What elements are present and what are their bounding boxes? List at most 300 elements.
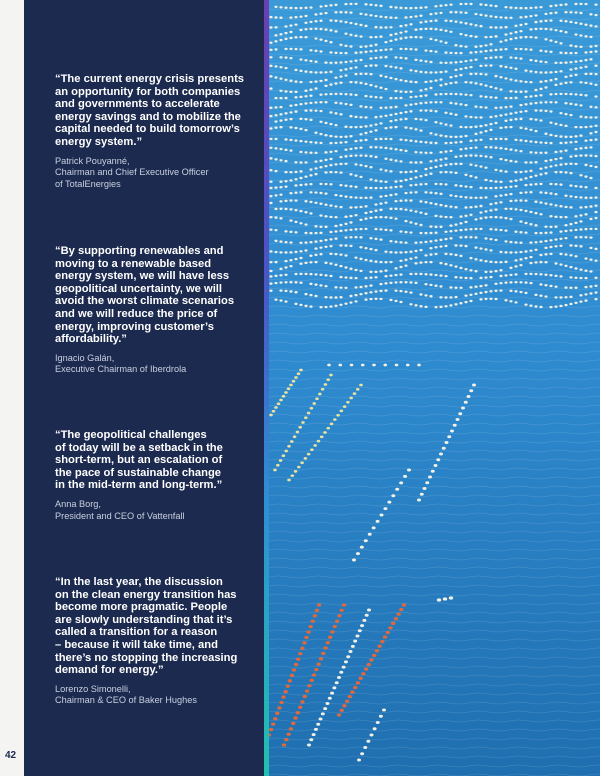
buoy [384, 41, 387, 43]
buoy [384, 229, 387, 231]
buoy [424, 88, 427, 90]
buoy [374, 57, 377, 59]
buoy [484, 50, 487, 52]
buoy [274, 298, 277, 300]
buoy [284, 185, 287, 187]
buoy [464, 93, 467, 95]
buoy [399, 67, 402, 69]
buoy [584, 186, 587, 188]
buoy [309, 6, 312, 8]
buoy [454, 163, 457, 165]
buoy [359, 206, 362, 208]
buoy [464, 401, 468, 404]
buoy [274, 6, 277, 8]
buoy [534, 224, 537, 226]
buoy [349, 245, 352, 247]
buoy [274, 120, 277, 122]
buoy [284, 251, 287, 253]
buoy [594, 196, 597, 198]
buoy [374, 271, 377, 273]
buoy [514, 281, 517, 283]
buoy [348, 695, 352, 698]
buoy [437, 598, 441, 601]
buoy [399, 48, 402, 50]
buoy [579, 60, 582, 62]
buoy [384, 216, 387, 218]
buoy [469, 126, 472, 128]
buoy [519, 127, 522, 129]
quote-block-galan [55, 245, 255, 376]
buoy [394, 148, 397, 150]
buoy [349, 196, 352, 198]
buoy [464, 135, 467, 137]
buoy [519, 139, 522, 141]
buoy [564, 296, 567, 298]
buoy [316, 663, 320, 666]
buoy [394, 113, 397, 115]
buoy [489, 36, 492, 38]
buoy [564, 286, 567, 288]
buoy [339, 102, 342, 104]
buoy [434, 226, 437, 228]
buoy [344, 21, 347, 23]
buoy [369, 217, 372, 219]
buoy [309, 283, 312, 285]
buoy [559, 245, 562, 247]
buoy [346, 401, 350, 404]
buoy [519, 30, 522, 32]
buoy [394, 267, 397, 269]
buoy [589, 106, 592, 108]
buoy [439, 306, 442, 308]
buoy [559, 230, 562, 232]
buoy [444, 62, 447, 64]
buoy [494, 169, 497, 171]
buoy [574, 33, 577, 35]
buoy [294, 127, 297, 129]
buoy [444, 142, 447, 144]
buoy [434, 12, 437, 14]
buoy [519, 36, 522, 38]
buoy [584, 164, 587, 166]
buoy [434, 166, 437, 168]
buoy [334, 150, 337, 152]
buoy [324, 171, 327, 173]
buoy [524, 7, 527, 9]
buoy [369, 130, 372, 132]
buoy [364, 45, 367, 47]
buoy [529, 102, 532, 104]
buoy [499, 275, 502, 277]
buoy [434, 284, 437, 286]
buoy [514, 79, 517, 81]
buoy [574, 255, 577, 257]
buoy [484, 179, 487, 181]
buoy [319, 5, 322, 7]
buoy [284, 738, 288, 741]
buoy [304, 175, 307, 177]
buoy [484, 216, 487, 218]
buoy [279, 217, 282, 219]
buoy [356, 388, 360, 391]
buoy [282, 743, 286, 746]
buoy [589, 132, 592, 134]
buoy [279, 289, 282, 291]
buoy [309, 174, 312, 176]
buoy [417, 364, 421, 367]
buoy [304, 273, 307, 275]
buoy [389, 194, 392, 196]
buoy [299, 273, 302, 275]
buoy [509, 160, 512, 162]
buoy [274, 229, 277, 231]
buoy [339, 52, 342, 54]
buoy [524, 199, 527, 201]
buoy [319, 166, 322, 168]
buoy [399, 112, 402, 114]
buoy [499, 186, 502, 188]
buoy [419, 293, 422, 295]
buoy [396, 613, 400, 616]
buoy [439, 226, 442, 228]
buoy [274, 65, 277, 67]
buoy [564, 52, 567, 54]
buoy [404, 171, 407, 173]
buoy [379, 270, 382, 272]
buoy [324, 306, 327, 308]
buoy [289, 251, 292, 253]
buoy [579, 115, 582, 117]
buoy [579, 154, 582, 156]
buoy [499, 56, 502, 58]
buoy [279, 119, 282, 121]
buoy [544, 80, 547, 82]
buoy [335, 681, 339, 684]
buoy [279, 251, 282, 253]
buoy [494, 290, 497, 292]
buoy [389, 217, 392, 219]
buoy [279, 90, 282, 92]
buoy [309, 71, 312, 73]
buoy [479, 83, 482, 85]
buoy [284, 241, 287, 243]
buoy [394, 78, 397, 80]
buoy [539, 232, 542, 234]
buoy [344, 163, 347, 165]
buoy [394, 38, 397, 40]
buoy [314, 37, 317, 39]
buoy [274, 138, 277, 140]
buoy [559, 150, 562, 152]
buoy [454, 75, 457, 77]
buoy [334, 102, 337, 104]
quote-text: “The current energy crisis presents an opportunity for both companies and governments to accelerate energy savings and to mobilize the capital needed to build tomorrow’s energy system.” [55, 73, 245, 148]
buoy [569, 172, 572, 174]
buoy [305, 690, 309, 693]
buoy [469, 269, 472, 271]
buoy [300, 700, 304, 703]
buoy [494, 26, 497, 28]
buoy [564, 194, 567, 196]
buoy [334, 163, 337, 165]
buoy [314, 132, 317, 134]
buoy [509, 67, 512, 69]
buoy [290, 674, 294, 677]
buoy [374, 138, 377, 140]
buoy [354, 81, 357, 83]
buoy [569, 141, 572, 143]
buoy [304, 22, 307, 24]
buoy [386, 631, 390, 634]
buoy [314, 71, 317, 73]
buoy [289, 111, 292, 113]
buoy [298, 652, 302, 655]
buoy [489, 187, 492, 189]
buoy [314, 13, 317, 15]
buoy [594, 25, 597, 27]
buoy [594, 298, 597, 300]
buoy [499, 106, 502, 108]
buoy [309, 168, 312, 170]
buoy [584, 277, 587, 279]
buoy [429, 50, 432, 52]
buoy [409, 96, 412, 98]
buoy [297, 466, 301, 469]
buoy [509, 105, 512, 107]
buoy [459, 21, 462, 23]
buoy [329, 123, 332, 125]
buoy [484, 130, 487, 132]
buoy [345, 700, 349, 703]
buoy [489, 261, 492, 263]
buoy [395, 488, 399, 491]
buoy [356, 681, 360, 684]
buoy [379, 16, 382, 18]
buoy [314, 232, 317, 234]
buoy [529, 7, 532, 9]
buoy [409, 221, 412, 223]
buoy [564, 253, 567, 255]
buoy [429, 20, 432, 22]
buoy [344, 302, 347, 304]
buoy [439, 239, 442, 241]
buoy [294, 199, 297, 201]
buoy [372, 526, 376, 529]
buoy [284, 48, 287, 50]
buoy [314, 141, 317, 143]
buoy [449, 286, 452, 288]
buoy [474, 73, 477, 75]
buoy [274, 282, 277, 284]
buoy [419, 89, 422, 91]
buoy [474, 236, 477, 238]
buoy [279, 208, 282, 210]
buoy [514, 7, 517, 9]
buoy [310, 407, 314, 410]
buoy [284, 160, 287, 162]
buoy [364, 277, 367, 279]
buoy [309, 305, 312, 307]
buoy [436, 458, 440, 461]
buoy [364, 218, 367, 220]
buoy [289, 57, 292, 59]
buoy [384, 195, 387, 197]
buoy [459, 229, 462, 231]
buoy [499, 181, 502, 183]
buoy [459, 222, 462, 224]
buoy [484, 271, 487, 273]
buoy [449, 224, 452, 226]
buoy [329, 275, 332, 277]
buoy [304, 183, 307, 185]
buoy [574, 67, 577, 69]
buoy [279, 17, 282, 19]
buoy [579, 66, 582, 68]
buoy [364, 197, 367, 199]
buoy [574, 52, 577, 54]
buoy [284, 67, 287, 69]
buoy [354, 35, 357, 37]
buoy [374, 187, 377, 189]
buoy [584, 228, 587, 230]
buoy [334, 264, 337, 266]
buoy [304, 249, 307, 251]
buoy [274, 76, 277, 78]
buoy [314, 28, 317, 30]
buoy [504, 208, 507, 210]
buoy [589, 116, 592, 118]
buoy [539, 167, 542, 169]
buoy [509, 241, 512, 243]
buoy [444, 164, 447, 166]
buoy [474, 293, 477, 295]
buoy [431, 470, 435, 473]
buoy [344, 236, 347, 238]
buoy [330, 630, 334, 633]
buoy [389, 65, 392, 67]
buoy [354, 23, 357, 25]
buoy [439, 71, 442, 73]
buoy [519, 178, 522, 180]
buoy [504, 113, 507, 115]
buoy [504, 6, 507, 8]
buoy [574, 277, 577, 279]
buoy [429, 167, 432, 169]
buoy [514, 97, 517, 99]
buoy [384, 250, 387, 252]
buoy [388, 626, 392, 629]
buoy [279, 33, 282, 35]
buoy [494, 146, 497, 148]
buoy [354, 52, 357, 54]
buoy [459, 74, 462, 76]
buoy [349, 34, 352, 36]
buoy [434, 5, 437, 7]
buoy [319, 657, 323, 660]
buoy [394, 119, 397, 121]
buoy [299, 257, 302, 259]
buoy [339, 44, 342, 46]
buoy [326, 641, 330, 644]
buoy [409, 91, 412, 93]
buoy [589, 82, 592, 84]
buoy [454, 93, 457, 95]
buoy [334, 286, 337, 288]
buoy [549, 192, 552, 194]
buoy [439, 78, 442, 80]
buoy [314, 254, 317, 256]
buoy [469, 35, 472, 37]
buoy [329, 183, 332, 185]
buoy [479, 205, 482, 207]
buoy [344, 126, 347, 128]
buoy [273, 469, 277, 472]
buoy [429, 71, 432, 73]
buoy [399, 57, 402, 59]
buoy [274, 216, 277, 218]
buoy [394, 126, 397, 128]
buoy [279, 240, 282, 242]
buoy [574, 185, 577, 187]
buoy [450, 430, 454, 433]
buoy [274, 240, 277, 242]
buoy [519, 80, 522, 82]
buoy [554, 225, 557, 227]
buoy [384, 26, 387, 28]
buoy [454, 114, 457, 116]
buoy [279, 126, 282, 128]
buoy [379, 49, 382, 51]
buoy [324, 93, 327, 95]
buoy [324, 159, 327, 161]
buoy [394, 274, 397, 276]
buoy [374, 64, 377, 66]
buoy [279, 268, 282, 270]
buoy [299, 281, 302, 283]
buoy [334, 124, 337, 126]
buoy [524, 273, 527, 275]
buoy [379, 122, 382, 124]
buoy [409, 81, 412, 83]
buoy [449, 52, 452, 54]
buoy [419, 102, 422, 104]
buoy [374, 210, 377, 212]
buoy [299, 58, 302, 60]
buoy [443, 597, 447, 600]
buoy [349, 22, 352, 24]
buoy [459, 163, 462, 165]
buoy [304, 28, 307, 30]
buoy [439, 274, 442, 276]
buoy [444, 183, 447, 185]
buoy [469, 214, 472, 216]
buoy [429, 87, 432, 89]
buoy [364, 285, 367, 287]
buoy [319, 80, 322, 82]
buoy [464, 174, 467, 176]
buoy [464, 155, 467, 157]
buoy [444, 157, 447, 159]
buoy [379, 75, 382, 77]
buoy [289, 37, 292, 39]
buoy [594, 155, 597, 157]
buoy [360, 546, 364, 549]
buoy [294, 376, 298, 379]
buoy [449, 11, 452, 13]
buoy [404, 80, 407, 82]
buoy [349, 148, 352, 150]
buoy [514, 111, 517, 113]
